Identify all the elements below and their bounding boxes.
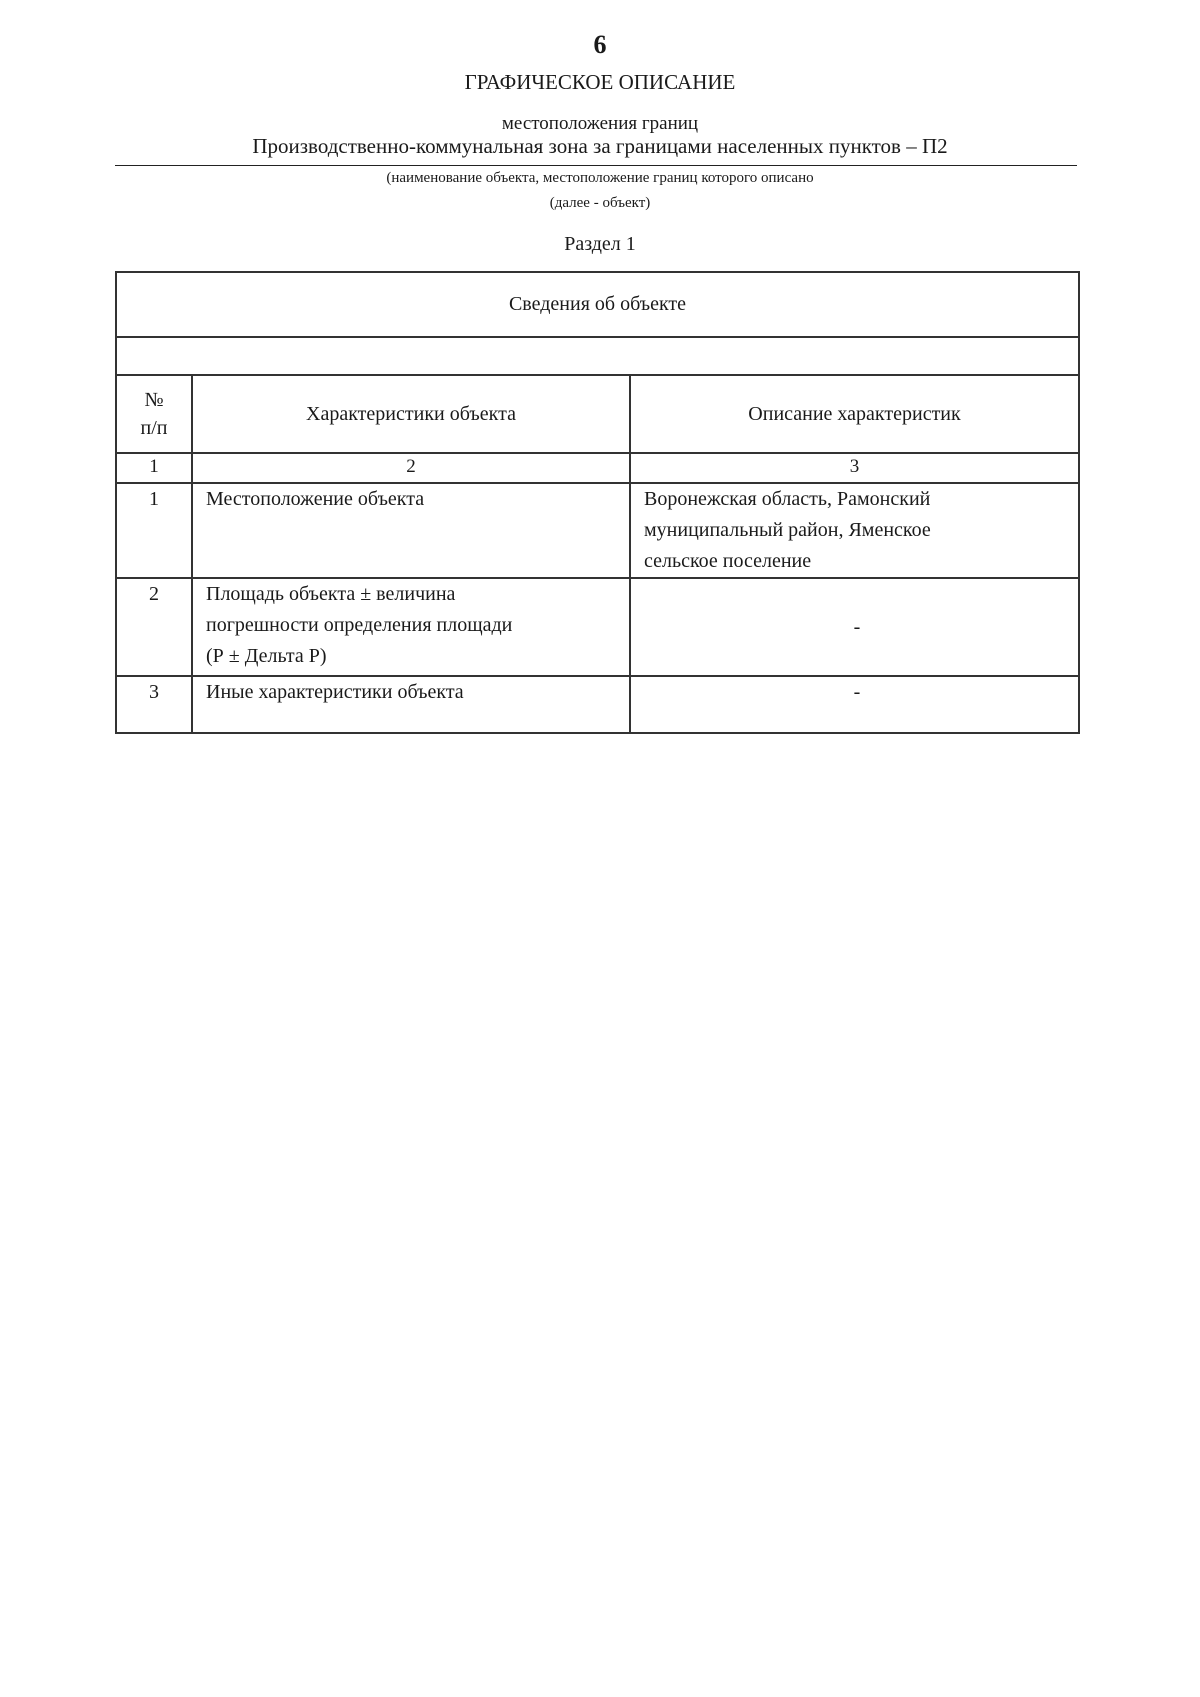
row-description-line: Воронежская область, Рамонский <box>644 488 931 510</box>
row-number: 1 <box>116 483 192 578</box>
row-description <box>630 483 1079 578</box>
object-info-table <box>115 271 1080 734</box>
row-description-line: сельское поселение <box>644 550 812 572</box>
object-name: Производственно-коммунальная зона за границами населенных пунктов – П2 <box>252 134 948 158</box>
column-header-description: Описание характеристик <box>630 375 1079 453</box>
table-empty-cell <box>116 337 1079 375</box>
section-label: Раздел 1 <box>564 233 636 255</box>
row-characteristic: Иные характеристики объекта <box>192 676 630 733</box>
table-row <box>116 483 1079 578</box>
underline-rule <box>115 165 1077 166</box>
row-characteristic-line: Площадь объекта ± величина <box>206 583 456 605</box>
column-header-num-line2: п/п <box>140 417 168 439</box>
document-title: ГРАФИЧЕСКОЕ ОПИСАНИЕ <box>464 70 736 94</box>
caption-line1: (наименование объекта, местоположение границ которого описано <box>386 170 814 186</box>
table-heading: Сведения об объекте <box>116 272 1079 337</box>
row-characteristic <box>192 578 630 676</box>
row-description: - <box>630 676 1079 733</box>
column-header-num-line1: № <box>144 389 164 411</box>
table-row <box>116 676 1079 733</box>
table-column-number-row <box>116 453 1079 483</box>
row-characteristic: Местоположение объекта <box>192 483 630 578</box>
caption-line2: (далее - объект) <box>549 195 651 211</box>
column-header-characteristic: Характеристики объекта <box>192 375 630 453</box>
table-row <box>116 578 1079 676</box>
row-number: 2 <box>116 578 192 676</box>
column-header-num <box>116 375 192 453</box>
row-description-line: муниципальный район, Яменское <box>644 519 931 541</box>
row-characteristic-line: (Р ± Дельта Р) <box>206 645 327 667</box>
row-description: - <box>630 578 1079 676</box>
column-number: 3 <box>630 453 1079 483</box>
document-subtitle-line1: местоположения границ <box>501 113 699 134</box>
page-number: 6 <box>593 30 607 59</box>
column-number: 1 <box>116 453 192 483</box>
row-number: 3 <box>116 676 192 733</box>
table-empty-row <box>116 337 1079 375</box>
table-heading-row <box>116 272 1079 337</box>
column-number: 2 <box>192 453 630 483</box>
table-column-header-row <box>116 375 1079 453</box>
row-characteristic-line: погрешности определения площади <box>206 614 513 636</box>
